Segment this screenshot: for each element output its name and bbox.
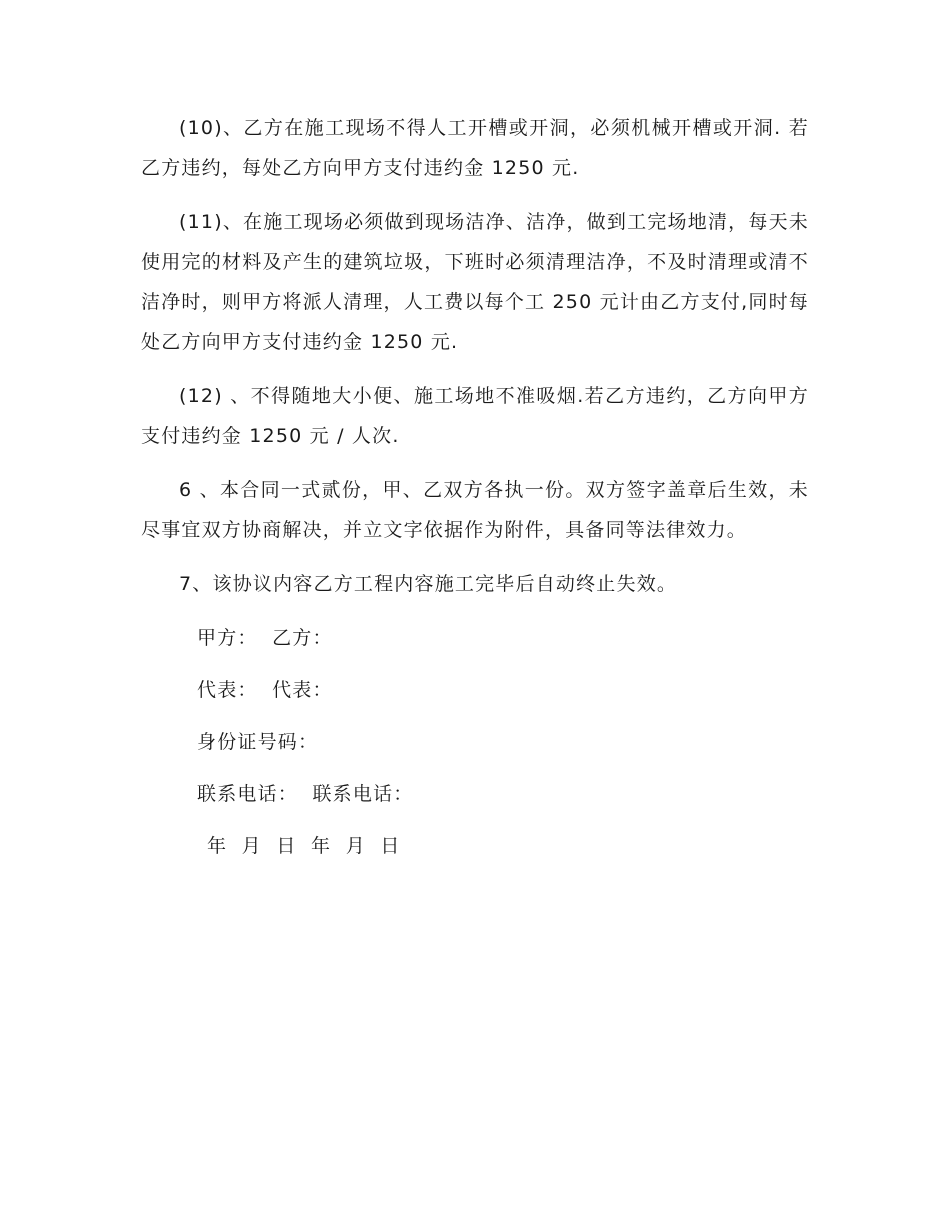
clause-10: (10)、乙方在施工现场不得人工开槽或开洞，必须机械开槽或开洞. 若乙方违约，每处乙方向甲方支付违约金 1250 元.	[141, 117, 809, 179]
clause-11: (11)、在施工现场必须做到现场洁净、洁净，做到工完场地清，每天未使用完的材料及产生的建筑垃圾，下班时必须清理洁净，不及时清理或清不洁净时，则甲方将派人清理，人工费以每个工 250 元计由乙方支付,同时每处乙方向甲方支付违约金 1250 元.	[141, 211, 809, 353]
signature-dates: 年 月 日 年 月 日	[207, 835, 401, 857]
document-body	[141, 108, 809, 878]
clause-7-termination: 7、该协议内容乙方工程内容施工完毕后自动终止失效。	[179, 573, 678, 595]
signature-block	[141, 618, 809, 878]
signature-parties: 甲方： 乙方：	[197, 627, 333, 649]
clause-6-copies: 6 、本合同一式贰份，甲、乙双方各执一份。双方签字盖章后生效，未尽事宜双方协商解决，并立文字依据作为附件，具备同等法律效力。	[141, 479, 809, 541]
signature-id-number: 身份证号码：	[197, 731, 319, 753]
signature-representatives: 代表： 代表：	[197, 679, 333, 701]
clause-12: (12) 、不得随地大小便、施工场地不准吸烟.若乙方违约，乙方向甲方支付违约金 1250 元 / 人次.	[141, 385, 809, 447]
signature-phones: 联系电话： 联系电话：	[197, 783, 414, 805]
